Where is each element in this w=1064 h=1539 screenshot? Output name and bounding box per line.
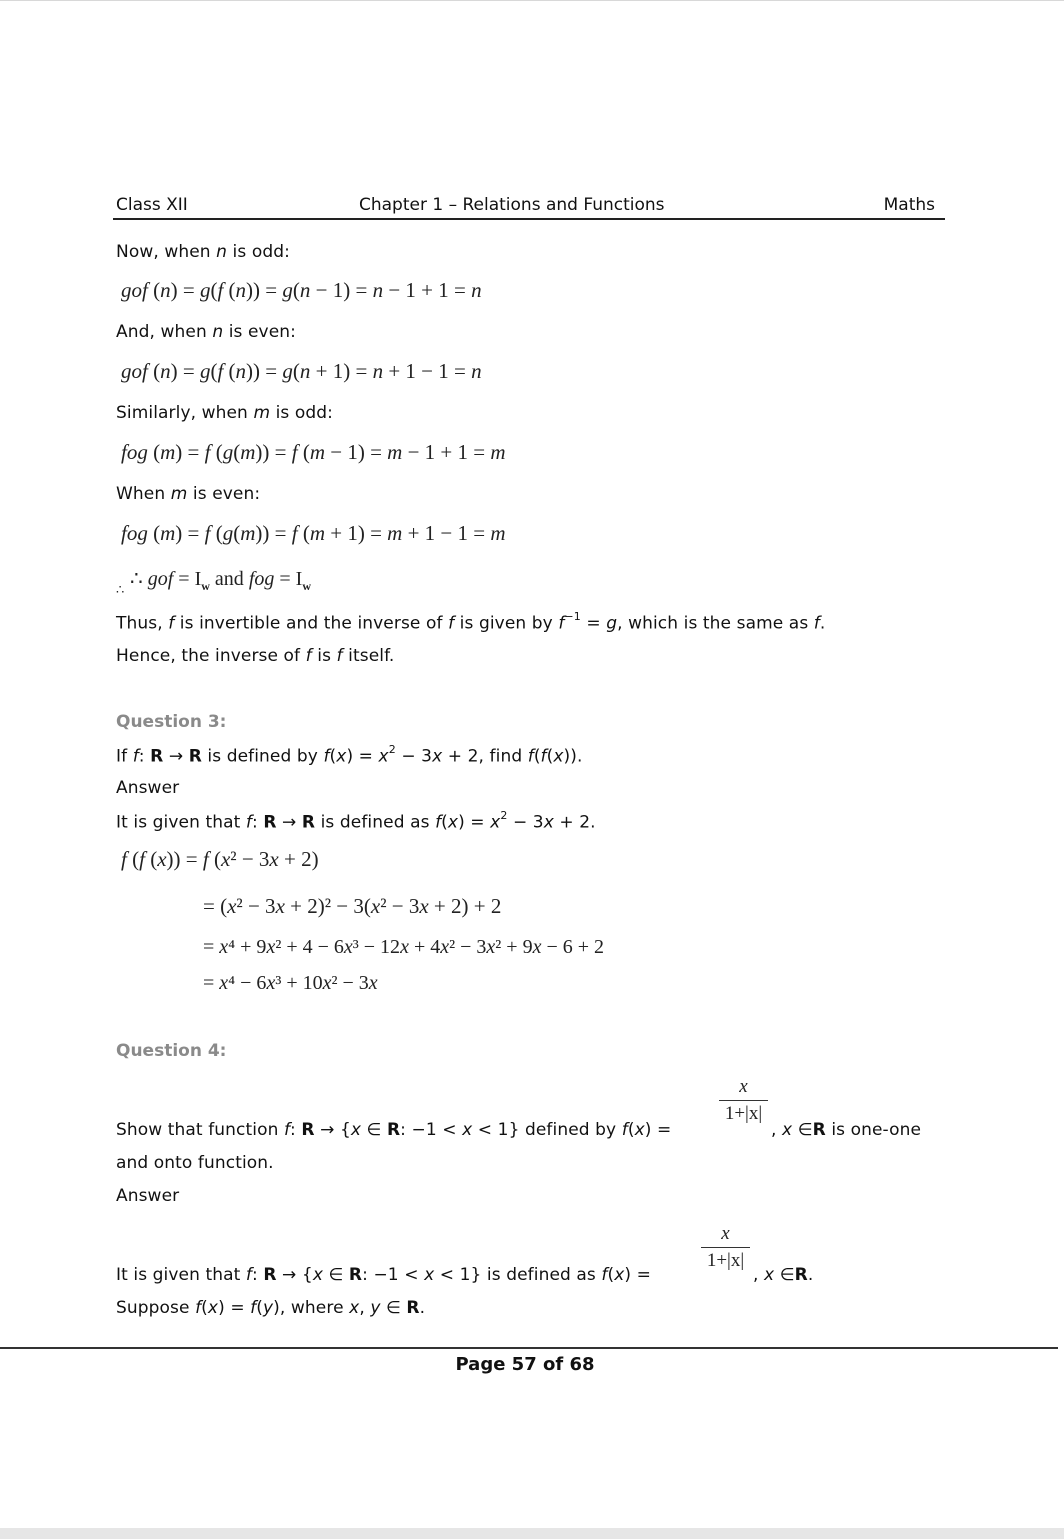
n-even-equation: gof (n) = g(f (n)) = g(n + 1) = n + 1 − 1 = n [121,359,482,383]
m-even-label: When m is even: [116,484,261,504]
header-chapter: Chapter 1 – Relations and Functions [359,195,665,215]
q3-step-4: = x⁴ − 6x³ + 10x² − 3x [203,972,378,994]
fraction-bar [701,1247,750,1248]
q3-step-2: = (x² − 3x + 2)² − 3(x² − 3x + 2) + 2 [203,894,502,918]
question-4-given: It is given that f: R → {x ∈ R: −1 < x < 1} is defined as f(x) = [116,1265,651,1285]
question-4-prompt-line2: and onto function. [116,1153,274,1173]
fraction-denominator: 1+|x| [706,1250,745,1271]
q4-prompt-fraction [719,1076,768,1125]
page-number: Page 57 of 68 [455,1354,595,1375]
question-3-given: It is given that f: R → R is defined as $f(x) = x^2 - 3x + 2$. [116,809,596,833]
question-3-answer-label: Answer [116,778,180,798]
header-subject: Maths [883,195,935,215]
q3-step-1: f (f (x)) = f (x² − 3x + 2) [121,847,319,871]
m-even-equation: fog (m) = f (g(m)) = f (m + 1) = m + 1 − 1 = m [121,521,506,545]
page-header [113,194,945,220]
question-4-given-domain: , x ∈R. [753,1265,814,1285]
question-4-title: Question 4: [116,1041,227,1061]
question-4-prompt-domain: , x ∈R is one-one [771,1120,922,1140]
header-class: Class XII [116,195,188,215]
q4-given-fraction [701,1223,750,1272]
identity-equation: ∴ gof = $I_w$ and fog = $I_w$ [130,568,311,593]
q3-step-3: = x⁴ + 9x² + 4 − 6x³ − 12x + 4x² − 3x² + 9x − 6 + 2 [203,936,605,958]
question-4-suppose: Suppose f(x) = f(y), where x, y ∈ R. [116,1298,426,1318]
fraction-bar [719,1100,768,1101]
question-3-prompt: If f: R → R is defined by $f(x) = x^2 - 3x + 2$, find f(f(x)). [116,743,583,767]
footer-divider [0,1347,1058,1349]
question-3-title: Question 3: [116,712,227,732]
n-odd-equation: gof (n) = g(f (n)) = g(n − 1) = n − 1 + 1 = n [121,278,482,302]
conclusion-invertible: Thus, f is invertible and the inverse of f is given by $f^{-1} = g$, which is the same as f. [116,610,826,634]
top-border [0,0,1064,1]
m-odd-label: Similarly, when m is odd: [116,403,334,423]
n-even-label: And, when n is even: [116,322,296,342]
viewer-bottom-bar [0,1528,1064,1539]
n-odd-label: Now, when n is odd: [116,242,290,262]
conclusion-inverse-itself: Hence, the inverse of f is f itself. [116,646,395,666]
m-odd-equation: fog (m) = f (g(m)) = f (m − 1) = m − 1 + 1 = m [121,440,506,464]
therefore-symbol: ∴ [116,582,125,597]
question-4-prompt-line1: Show that function f: R → {x ∈ R: −1 < x < 1} defined by f(x) = [116,1120,672,1140]
fraction-numerator: x [721,1223,730,1244]
question-4-answer-label: Answer [116,1186,180,1206]
fraction-numerator: x [739,1076,748,1097]
fraction-denominator: 1+|x| [724,1103,763,1124]
